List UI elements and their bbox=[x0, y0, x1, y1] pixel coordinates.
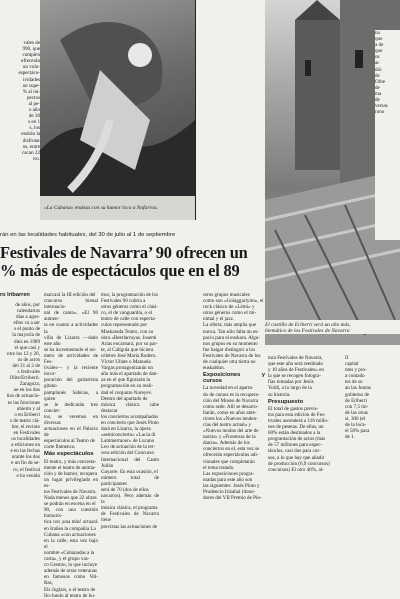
right-column-top-text bbox=[375, 30, 400, 240]
left-line: un volu- bbox=[22, 64, 40, 71]
text-line: número total de participantes bbox=[101, 474, 159, 487]
text-line: días a agos- bbox=[15, 314, 40, 321]
text-line: corte flamenco. bbox=[44, 444, 76, 451]
headline-line: Festivales de Navarra’ 90 ofrecen un bbox=[0, 243, 248, 262]
text-line: te, al Calígula que hiciera bbox=[101, 346, 154, 353]
text-line: ro, el festival bbox=[13, 466, 40, 473]
text-line: tura Festivales de Navarra, bbox=[268, 355, 323, 361]
byline: ro Iribarren bbox=[0, 292, 30, 298]
text-line: además de otras veteranas bbox=[44, 568, 98, 575]
right-line: ma bbox=[375, 90, 382, 97]
text-line: culos representado por bbox=[101, 322, 148, 329]
text-line: ta en cuanto a actividades la bbox=[44, 322, 98, 335]
text-line: dores del VII Premio de Pin- bbox=[203, 495, 262, 502]
body-column-5 bbox=[268, 355, 336, 516]
text-line: de la loca- bbox=[345, 422, 367, 429]
text-line: en la calle, esta vez bajo el bbox=[44, 537, 98, 550]
left-line: s, los bbox=[29, 125, 40, 132]
text-line: Vargas protagonizarán un bbox=[101, 365, 153, 372]
text-line: como sede. Allí se desarro- bbox=[203, 403, 259, 410]
text-line: an las Juntas bbox=[345, 385, 371, 392]
text-line: La oferta, más amplia que bbox=[203, 322, 257, 329]
left-line: os, entre bbox=[22, 143, 40, 150]
text-line: tos, se veremos en diversas bbox=[44, 413, 98, 426]
right-line: de bbox=[375, 84, 380, 91]
text-line: se ha incrementado el nú- bbox=[44, 346, 97, 353]
photo2-caption-line: El castillo de Eriberri será un año más, bbox=[265, 322, 351, 328]
text-line: euskaldun. bbox=[203, 365, 225, 372]
photo-la-cubana-graphic bbox=[40, 0, 195, 220]
body-column-2 bbox=[44, 292, 98, 599]
text-line: Maskarada Teatro, con su bbox=[101, 328, 154, 335]
right-line: de bbox=[375, 72, 380, 79]
right-line: de bbox=[375, 97, 380, 104]
text-line: os localidades bbox=[11, 436, 40, 443]
subheading: Exposiciones y cursos bbox=[203, 372, 265, 385]
text-line: Dentro del apartado de bbox=[101, 395, 148, 402]
text-line: otros grupos musicales bbox=[203, 292, 250, 298]
subheading: Presupuesto bbox=[268, 398, 304, 405]
text-line: la mayoría de bbox=[12, 332, 40, 339]
right-line: a de bbox=[375, 42, 384, 49]
text-line: tos para esta edición de Fes- bbox=[268, 411, 326, 418]
text-line: Els Joglars, o el teatro de bbox=[44, 586, 96, 593]
right-line: na bbox=[375, 30, 380, 36]
text-line: os de actos bbox=[17, 356, 40, 363]
left-line: tro. bbox=[33, 155, 40, 162]
text-line: teatro de calle con especta- bbox=[101, 316, 157, 323]
body-column-1 bbox=[0, 302, 40, 516]
text-line: las siguientes: Josés Pinto y bbox=[203, 482, 260, 489]
text-line: ción del Museo de Navarra bbox=[203, 397, 259, 404]
text-line: mero de actividades de Fes- bbox=[44, 352, 98, 366]
text-line: 60% están destinados a la bbox=[268, 430, 321, 437]
left-line: ividades bbox=[23, 76, 40, 83]
text-line: ofrecerán espectáculos adi- bbox=[203, 452, 259, 459]
text-line: Internacional del Canto Julián bbox=[101, 456, 159, 469]
text-line: nimal y el jazz. bbox=[203, 316, 235, 323]
headline bbox=[0, 244, 265, 280]
text-line: su historia. bbox=[268, 391, 291, 398]
text-line: célebre José María Rodero. bbox=[101, 352, 157, 359]
text-line: capital bbox=[345, 361, 359, 368]
left-line: o año bbox=[28, 107, 40, 114]
text-line: el 50% para bbox=[345, 428, 370, 435]
text-line: e en las fechas bbox=[10, 448, 40, 455]
body-column-3 bbox=[101, 292, 159, 530]
text-line: nunca. Tan sólo falta un es- bbox=[203, 328, 259, 335]
text-line: «Nuevos modos del arte de bbox=[203, 428, 259, 435]
text-line: urante los dos bbox=[11, 454, 40, 461]
text-line: en famosos como Vol-Ras, bbox=[44, 574, 98, 587]
text-line: mor, la programación de los bbox=[101, 292, 159, 298]
text-line: como son «Golaggariyim», el bbox=[203, 298, 264, 305]
text-line: previstas las actuaciones de bbox=[101, 523, 158, 530]
text-line: de Eriberri bbox=[345, 397, 367, 404]
text-line: narrar» y «Fronteras de la bbox=[203, 434, 256, 441]
text-line: en concierto que Josés Pinto bbox=[101, 419, 159, 426]
text-line: Yoldi, a lo largo de la bbox=[268, 385, 312, 392]
text-line: ntes y pro- bbox=[345, 367, 367, 374]
left-column-top-text bbox=[0, 40, 40, 162]
photo1-caption: «La Cubana» endoza con su humor loco a Nafarroa. bbox=[44, 205, 159, 211]
text-line: dad el conjunto Nureyev. bbox=[101, 389, 153, 396]
text-line: Festivales de Navarra de los bbox=[203, 352, 261, 359]
text-line: es las funciones bbox=[7, 399, 40, 406]
text-line: táculos, casi dos para cur- bbox=[268, 448, 321, 455]
text-line: de años, por bbox=[15, 302, 40, 308]
text-line: za en el que figurarán la bbox=[101, 377, 151, 384]
text-line: s el punto de bbox=[14, 326, 40, 333]
text-line: ntre los 12 y 26, bbox=[7, 350, 40, 357]
text-line: ños de actuacio- bbox=[6, 393, 40, 400]
text-line: o en Eriberri bbox=[14, 411, 40, 418]
text-line: navarros). Pero además de la bbox=[101, 493, 159, 506]
photo-la-cubana bbox=[40, 0, 196, 220]
text-line: Las exposiciones progra- bbox=[203, 470, 255, 477]
right-line: Olite bbox=[375, 78, 386, 85]
left-line: ofrecerán bbox=[20, 58, 40, 65]
right-line: ac bbox=[375, 60, 380, 67]
text-line: tos Festivales de Navarra. bbox=[44, 489, 97, 495]
text-line: «semiconcierto» «Lucia di bbox=[101, 432, 156, 439]
text-line: llarán, como en años ante- bbox=[203, 409, 257, 416]
text-line: con 7,5 mi- bbox=[345, 403, 369, 410]
text-line: música clásica, el programa bbox=[101, 505, 158, 512]
body-column-4 bbox=[203, 292, 265, 516]
left-line: % al nú- bbox=[22, 88, 40, 95]
text-line: de cualquier otra tierra no bbox=[203, 359, 256, 366]
text-line: Prudencio Irizabal (dono- bbox=[203, 489, 256, 495]
right-line: os bbox=[375, 54, 380, 61]
text-line: e ha venido bbox=[16, 472, 40, 479]
text-line: nos grupos en su momento bbox=[203, 340, 258, 347]
text-line: sos, a lo que hay que añadir bbox=[268, 454, 325, 461]
text-line: a ediciones en bbox=[11, 442, 40, 449]
text-line: carta», y el grupo vas- bbox=[44, 556, 90, 563]
headline-lead: rán en las localidades habituales, del 30 de julio al 1 de septiembre bbox=[0, 232, 176, 238]
text-line: el tema tratado. bbox=[203, 464, 235, 471]
subheading: Más espectáculos bbox=[44, 451, 94, 458]
text-line: del 31 al 2 de bbox=[12, 362, 40, 369]
text-line: Cubana «con actuaciones bbox=[44, 531, 96, 538]
text-line: calendarios bbox=[16, 308, 40, 315]
text-line: programación en su reali- bbox=[101, 383, 154, 390]
text-line: año más el apartado de dan- bbox=[101, 371, 158, 378]
text-line: dará en Lizarra, la ópera bbox=[101, 426, 151, 433]
left-line: de 30 bbox=[28, 113, 40, 120]
text-line: se podrán en escena en el bbox=[44, 501, 96, 508]
text-line: de Festivales de Navarra tiene bbox=[101, 511, 159, 524]
text-line: Leo de actuación de la ter- bbox=[101, 444, 156, 451]
text-line: co, el de vanguardia, o el bbox=[101, 310, 153, 317]
text-line: programación de actos (más bbox=[268, 436, 326, 443]
text-line: de 1. bbox=[345, 434, 355, 441]
right-line: que bbox=[375, 48, 383, 55]
text-line: mente el teatro de anima- bbox=[44, 464, 96, 471]
text-line: nes de pesetas. De ellas, un bbox=[268, 424, 324, 431]
right-line: que bbox=[375, 36, 383, 43]
left-line: al pe- bbox=[28, 100, 40, 107]
text-line: poración del guitarrista gitano bbox=[44, 377, 98, 390]
left-line: cacan 22 bbox=[22, 149, 40, 156]
text-line: danza». Además de los bbox=[203, 440, 250, 447]
text-line: Olite/Erriberri. bbox=[9, 375, 40, 382]
text-line: fue baigar distinguir a los bbox=[203, 346, 256, 353]
text-line: ellos va a ser bbox=[13, 320, 40, 327]
text-line: concursos) El otro 40%, al- bbox=[268, 466, 324, 473]
right-line: dió bbox=[375, 66, 382, 73]
left-line: cumplen bbox=[22, 52, 40, 59]
text-line: II bbox=[345, 355, 349, 361]
text-line: fías tomadas por Jesús bbox=[268, 379, 314, 386]
left-line: pectos bbox=[26, 94, 40, 101]
text-line: y 10 años de Festivales» en bbox=[268, 367, 324, 374]
text-line: villa de Lizarra —dado este año bbox=[44, 334, 98, 347]
headline-line: % más de espectáculos que en el 89 bbox=[0, 261, 240, 280]
text-line: ubierto y al bbox=[16, 405, 40, 412]
text-line: cera edición del Concurso bbox=[101, 450, 155, 457]
left-line: disfrutar bbox=[22, 137, 40, 144]
right-line: versas bbox=[375, 103, 388, 110]
text-line: bre, el recinto bbox=[11, 423, 40, 430]
text-line: los conciertos acompañados bbox=[101, 413, 159, 420]
text-line: a contado bbox=[345, 373, 365, 380]
text-line: nal de canto». «El 90 aumen- bbox=[44, 310, 98, 323]
text-line: nombre «Cubanadas a la bbox=[44, 549, 95, 556]
text-line: de 57 millones para espec- bbox=[268, 442, 323, 449]
text-line: Gayarre. En esta ocasión, el bbox=[101, 468, 158, 475]
right-line: rono bbox=[375, 109, 385, 116]
text-line: cias del teatro actual» y bbox=[203, 421, 252, 428]
text-line: de las otras bbox=[345, 409, 368, 416]
text-line: la que se recogen fotogra- bbox=[268, 373, 321, 380]
left-line: vales de bbox=[23, 40, 40, 46]
text-line: actuaciones en el Palacio de bbox=[44, 426, 98, 439]
text-line: será de 70 (dos de ellos bbox=[101, 487, 149, 493]
text-line: otros géneros como el mi- bbox=[203, 310, 257, 317]
text-line: cionales que completarán bbox=[203, 458, 255, 465]
text-line: s festivales bbox=[17, 369, 40, 376]
text-line: en Festivales bbox=[13, 429, 40, 436]
text-line: música clásica cabe destacar bbox=[101, 401, 159, 414]
text-line: e un fin de se- bbox=[11, 460, 40, 467]
body-column-6 bbox=[345, 355, 400, 516]
text-line: El total de gastos previs- bbox=[268, 405, 319, 412]
text-line: s de teatro clá- bbox=[10, 417, 40, 424]
text-line: ue en los dos bbox=[13, 387, 40, 394]
text-line: Ilo-Jundo al teatro de hu- bbox=[44, 592, 96, 599]
text-line: do de cursos es la recupera- bbox=[203, 391, 260, 398]
text-line: co Gremio, lo que incluye bbox=[44, 562, 98, 569]
left-line: endrán la bbox=[21, 131, 40, 138]
text-line: tes de su bbox=[345, 379, 363, 386]
left-line: 990, que bbox=[22, 46, 40, 53]
text-line: Zaragoza, bbox=[19, 381, 40, 388]
text-line: Lammermoor» de Lucano bbox=[101, 438, 155, 445]
text-line: otros géneros como el clási- bbox=[101, 304, 159, 311]
text-line: el que casi y bbox=[14, 344, 40, 351]
photo2-caption bbox=[265, 320, 400, 334]
text-line: La novedad en el aparta- bbox=[203, 385, 254, 392]
text-line: pamplonés Sabicas, a quien bbox=[44, 389, 98, 402]
left-line: ue supe- bbox=[22, 82, 40, 89]
text-line: madas para este año son bbox=[203, 476, 253, 483]
text-line: tivales ascenderá a 116 millo- bbox=[268, 417, 329, 424]
text-line: espectáculos al Teatro de bbox=[44, 438, 95, 445]
text-line: El teatro, y más concreta- bbox=[44, 458, 97, 465]
text-line: gobierno de bbox=[345, 391, 370, 398]
text-line: tica con ¡una más! actuará bbox=[44, 519, 98, 526]
text-line: riores los «Nuevos tenden- bbox=[203, 415, 258, 422]
photo2-caption-line: blemático de los Festivales de Navarra bbox=[265, 328, 350, 334]
text-line: diez en 1989 bbox=[13, 338, 40, 345]
text-line: que este año será reeditado bbox=[268, 361, 323, 368]
text-line: Festivales 90 cubría a bbox=[101, 298, 146, 305]
text-line: un lugar privilegiado en es- bbox=[44, 476, 98, 489]
left-line: espectácu- bbox=[18, 70, 40, 77]
text-line: Arias encarnará, por su par- bbox=[101, 340, 158, 347]
text-line: tivales— y la reciente incor- bbox=[44, 365, 98, 378]
text-line: de producción (6,9 concursos) bbox=[268, 460, 330, 467]
text-line: en Iruñea la compañía La bbox=[44, 525, 96, 532]
text-line: 90, con una cuestión humorís- bbox=[44, 507, 98, 520]
text-line: obra «Beerlarruyas. Josemi bbox=[101, 334, 157, 341]
text-line: sí, 300 (el bbox=[345, 415, 366, 422]
text-line: Víctor Ullate o Manuela bbox=[101, 359, 151, 366]
text-line: se le dedicarán tres concier- bbox=[44, 401, 98, 414]
left-line: s en 1 bbox=[28, 119, 40, 126]
text-line: pacio para el euskara. Algu- bbox=[203, 334, 260, 341]
text-line: conciertos en el, esta vez se bbox=[203, 446, 260, 453]
text-line: concurso bienal internacio- bbox=[44, 298, 98, 311]
text-line: marcará la III edición del bbox=[44, 292, 96, 298]
text-line: Nada menos que 22 obras bbox=[44, 495, 97, 502]
text-line: rock clásico de «Lémi» y bbox=[203, 304, 255, 311]
text-line: ción y de humor, recupera bbox=[44, 470, 98, 477]
